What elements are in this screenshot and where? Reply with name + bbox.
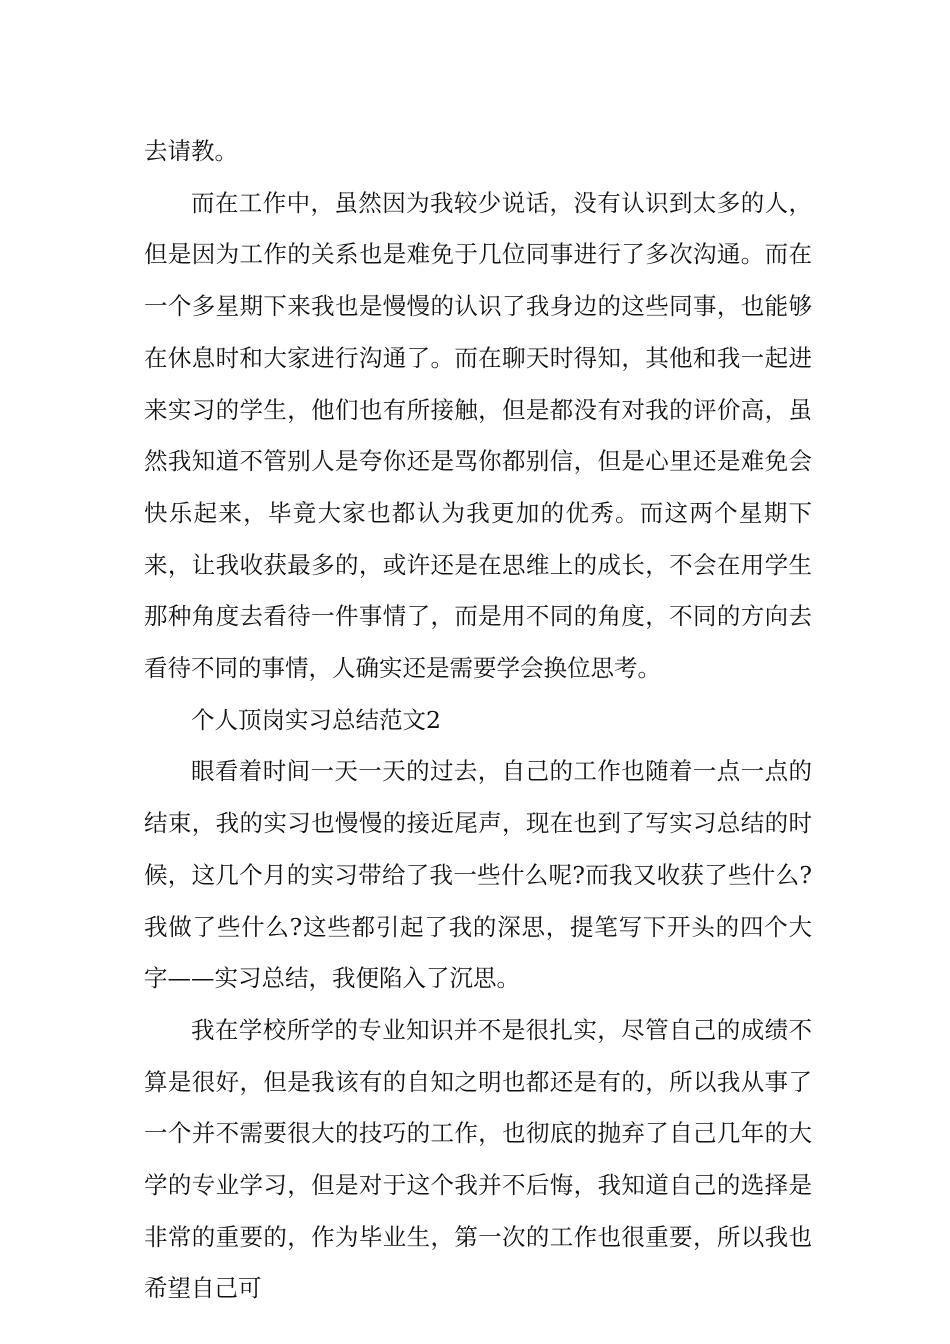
document-body [144, 126, 812, 1315]
paragraph-continuation: 去请教。 [144, 137, 238, 165]
paragraph-work-colleagues: 而在工作中，虽然因为我较少说话，没有认识到太多的人，但是因为工作的关系也是难免于几位同事进行了多次沟通。而在一个多星期下来我也是慢慢的认识了我身边的这些同事，也能够在休息时和大家进行沟通了。而在聊天时得知，其他和我一起进来实习的学生，他们也有所接触，但是都没有对我的评价高，虽然我知道不管别人是夸你还是骂你都别信，但是心里还是难免会快乐起来，毕竟大家也都认为我更加的优秀。而这两个星期下来，让我收获最多的，或许还是在思维上的成长，不会在用学生那种角度去看待一件事情了，而是用不同的角度，不同的方向去看待不同的事情，人确实还是需要学会换位思考。 [144, 188, 812, 683]
section-heading: 个人顶岗实习总结范文2 [191, 705, 441, 734]
paragraph-internship-ending: 眼看着时间一天一天的过去，自己的工作也随着一点一点的结束，我的实习也慢慢的接近尾声，现在也到了写实习总结的时候，这几个月的实习带给了我一些什么呢?而我又收获了些什么?我做了些什么?这些都引起了我的深思，提笔写下开头的四个大字——实习总结，我便陷入了沉思。 [144, 757, 812, 993]
paragraph-school-knowledge: 我在学校所学的专业知识并不是很扎实，尽管自己的成绩不算是很好，但是我该有的自知之明也都还是有的，所以我从事了一个并不需要很大的技巧的工作，也彻底的抛弃了自己几年的大学的专业学习，但是对于这个我并不后悔，我知道自己的选择是非常的重要的，作为毕业生，第一次的工作也很重要，所以我也希望自己可 [144, 1015, 812, 1303]
